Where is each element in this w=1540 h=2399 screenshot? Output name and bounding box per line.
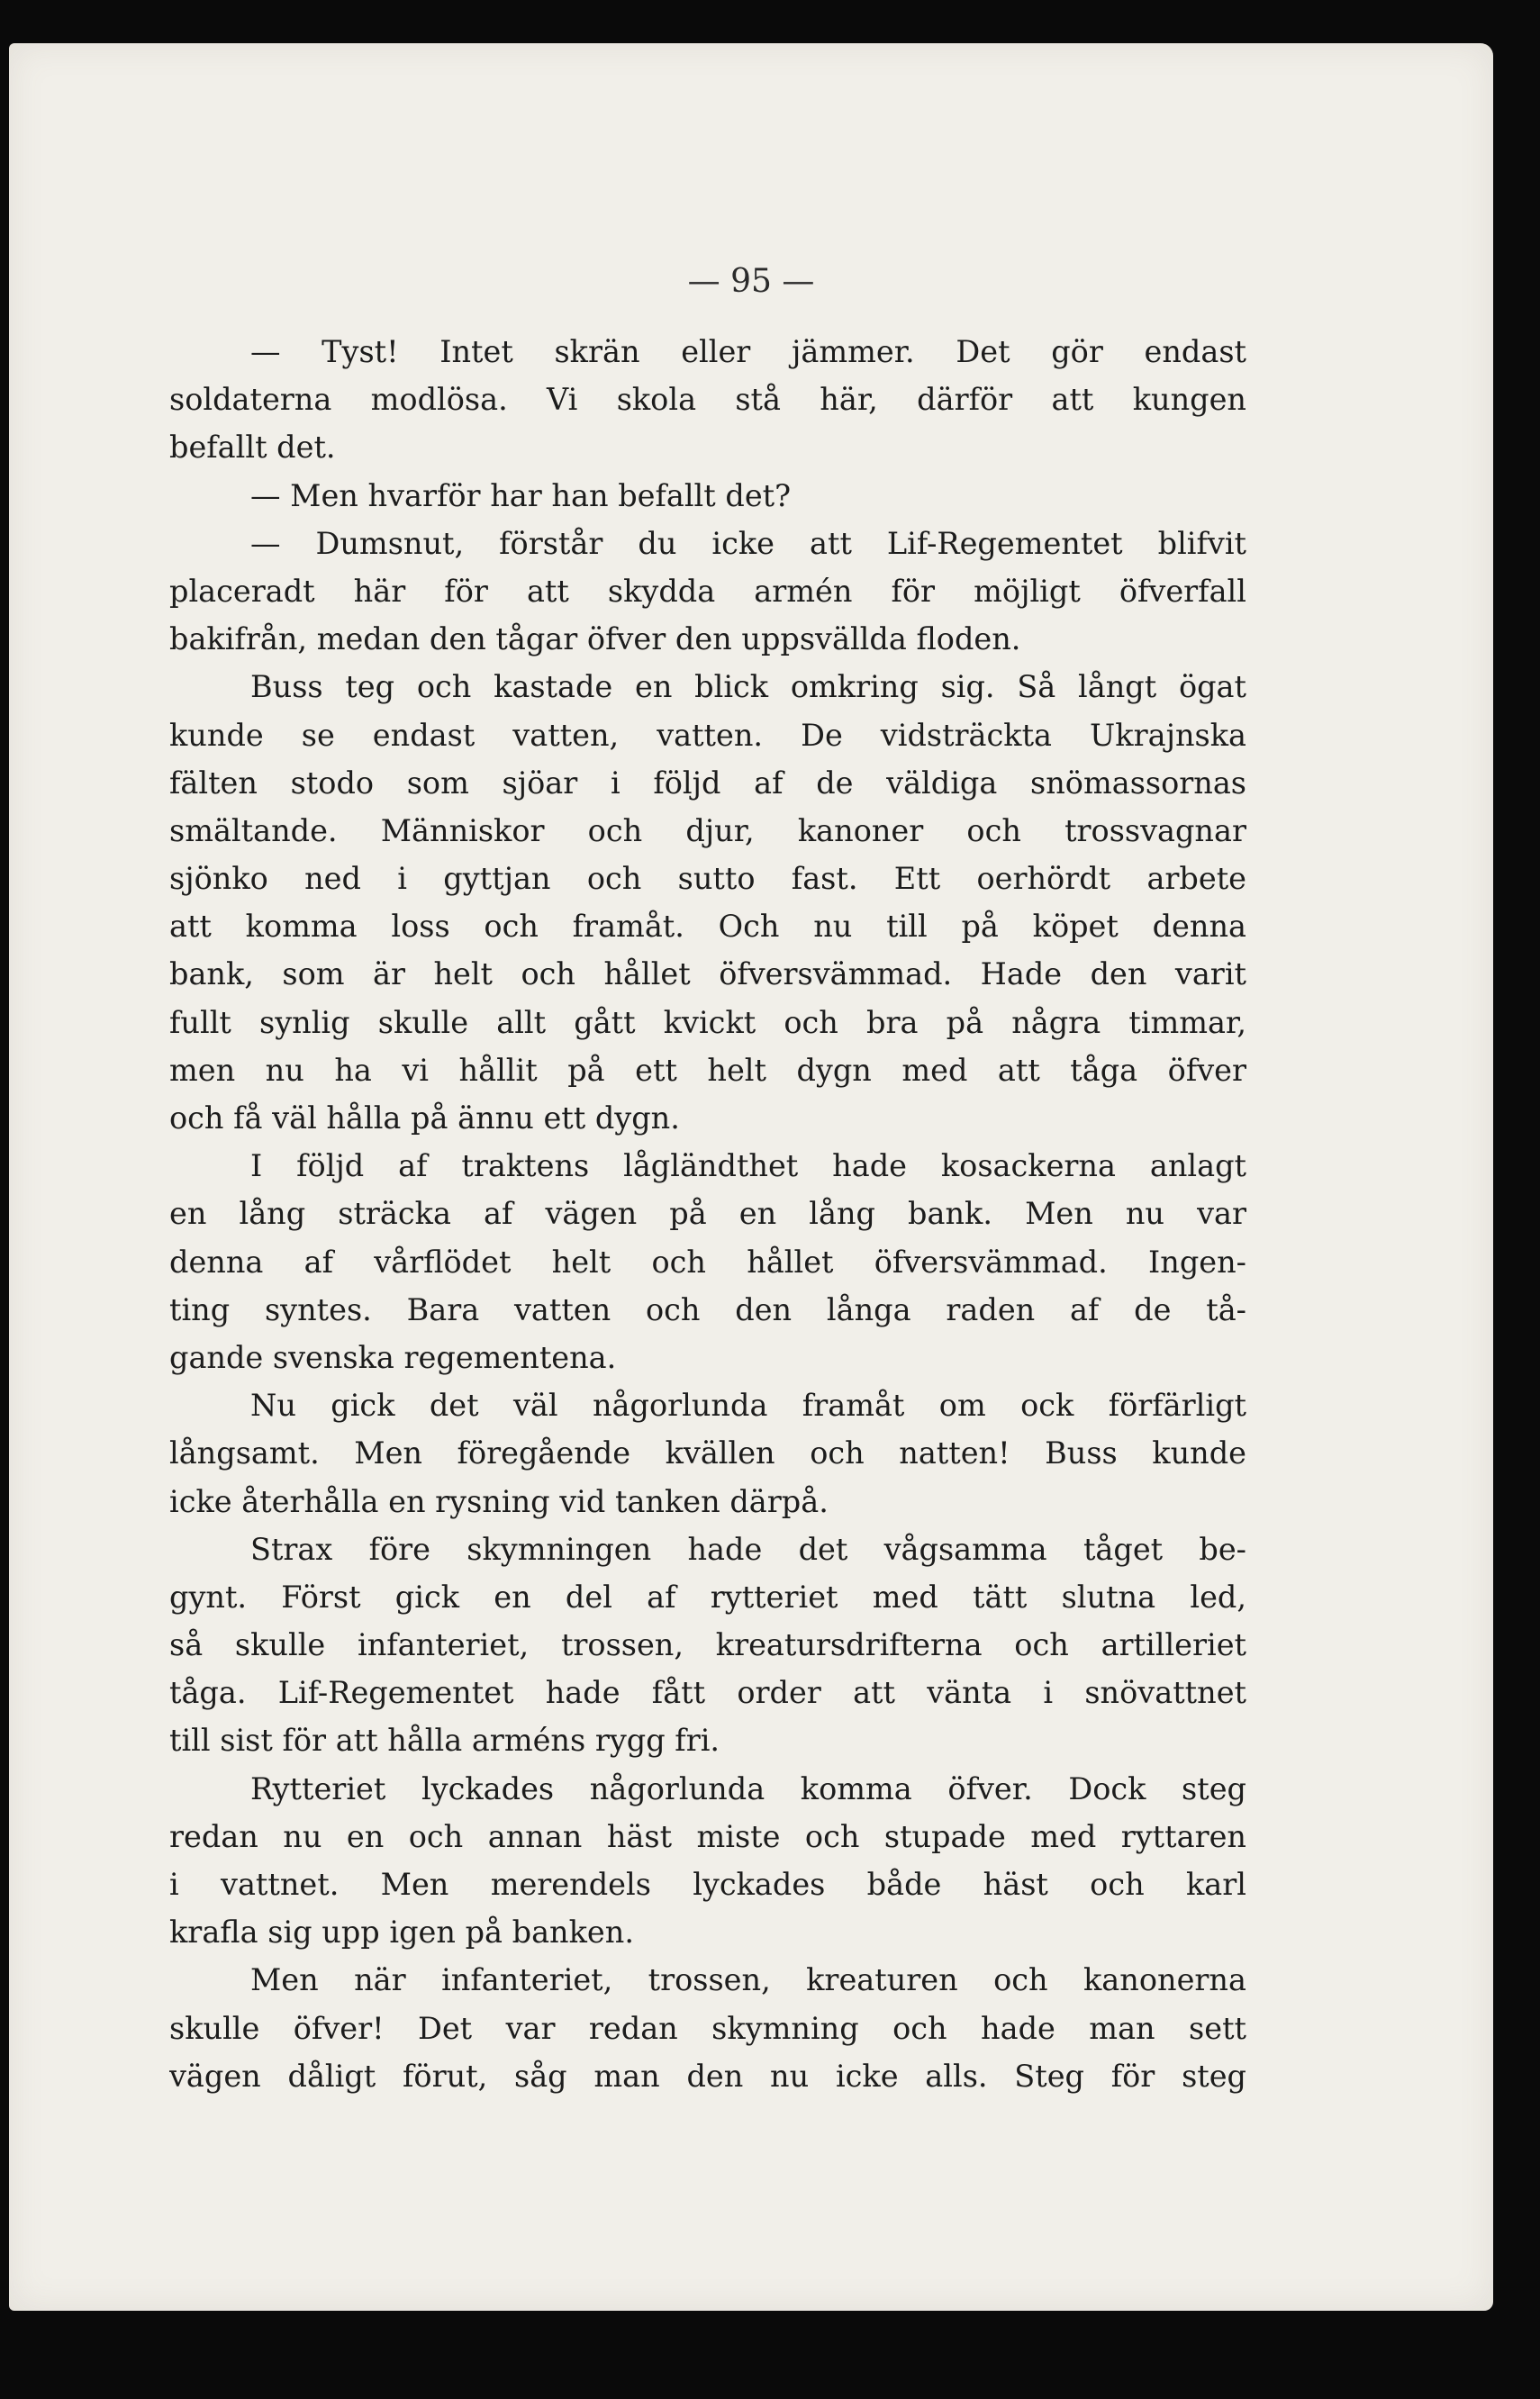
text-line: placeradt här för att skydda armén för möjligt öfverfall	[169, 573, 1246, 609]
text-line: fullt synlig skulle allt gått kvickt och bra på några timmar,	[169, 1004, 1246, 1040]
text-line: Buss teg och kastade en blick omkring sig. Så långt ögat	[250, 669, 1246, 705]
text-line: en lång sträcka af vägen på en lång bank. Men nu var	[169, 1196, 1246, 1232]
text-line: Men när infanteriet, trossen, kreaturen och kanonerna	[250, 1962, 1246, 1998]
text-line: — Tyst! Intet skrän eller jämmer. Det gör endast	[250, 334, 1246, 369]
text-line: och få väl hålla på ännu ett dygn.	[169, 1100, 680, 1136]
text-line: Rytteriet lyckades någorlunda komma öfver. Dock steg	[250, 1770, 1246, 1806]
page-number: — 95 —	[687, 263, 815, 300]
text-line: så skulle infanteriet, trossen, kreatursdrifterna och artilleriet	[169, 1627, 1246, 1663]
text-line: Nu gick det väl någorlunda framåt om ock förfärligt	[250, 1388, 1246, 1424]
text-line: kunde se endast vatten, vatten. De vidsträckta Ukrajnska	[169, 717, 1246, 753]
text-line: i vattnet. Men merendels lyckades både häst och karl	[169, 1867, 1246, 1902]
text-line: soldaterna modlösa. Vi skola stå här, därför att kungen	[169, 382, 1246, 418]
text-line: smältande. Människor och djur, kanoner och trossvagnar	[169, 812, 1246, 848]
text-line: — Dumsnut, förstår du icke att Lif-Regementet blifvit	[250, 525, 1246, 561]
text-line: till sist för att hålla arméns rygg fri.	[169, 1723, 720, 1759]
text-line: bakifrån, medan den tågar öfver den uppsvällda floden.	[169, 621, 1021, 657]
text-line: gynt. Först gick en del af rytteriet med tätt slutna led,	[169, 1579, 1246, 1615]
text-line: fälten stodo som sjöar i följd af de väldiga snömassornas	[169, 765, 1246, 801]
text-line: ting syntes. Bara vatten och den långa raden af de tå-	[169, 1291, 1246, 1327]
text-line: gande svenska regementena.	[169, 1339, 617, 1375]
text-line: befallt det.	[169, 430, 336, 466]
text-line: bank, som är helt och hållet öfversvämmad. Hade den varit	[169, 956, 1246, 992]
text-line: krafla sig upp igen på banken.	[169, 1915, 634, 1951]
text-line: Strax före skymningen hade det vågsamma tåget be-	[250, 1531, 1246, 1567]
text-line: långsamt. Men föregående kvällen och natten! Buss kunde	[169, 1435, 1246, 1471]
text-line: redan nu en och annan häst miste och stupade med ryttaren	[169, 1818, 1246, 1854]
text-line: icke återhålla en rysning vid tanken därpå.	[169, 1483, 829, 1519]
text-line: denna af vårflödet helt och hållet öfversvämmad. Ingen-	[169, 1244, 1246, 1280]
text-line: tåga. Lif-Regementet hade fått order att vänta i snövattnet	[169, 1675, 1246, 1711]
text-line: skulle öfver! Det var redan skymning och hade man sett	[169, 2010, 1246, 2046]
body-text	[169, 328, 1246, 2100]
text-line: vägen dåligt förut, såg man den nu icke alls. Steg för steg	[169, 2058, 1246, 2094]
text-line: att komma loss och framåt. Och nu till på köpet denna	[169, 909, 1246, 945]
text-line: I följd af traktens lågländthet hade kosackerna anlagt	[250, 1148, 1246, 1184]
paper-sheet	[9, 43, 1493, 2311]
text-line: sjönko ned i gyttjan och sutto fast. Ett oerhördt arbete	[169, 861, 1246, 897]
text-line: men nu ha vi hållit på ett helt dygn med att tåga öfver	[169, 1052, 1246, 1088]
text-line: — Men hvarför har han befallt det?	[250, 477, 792, 513]
